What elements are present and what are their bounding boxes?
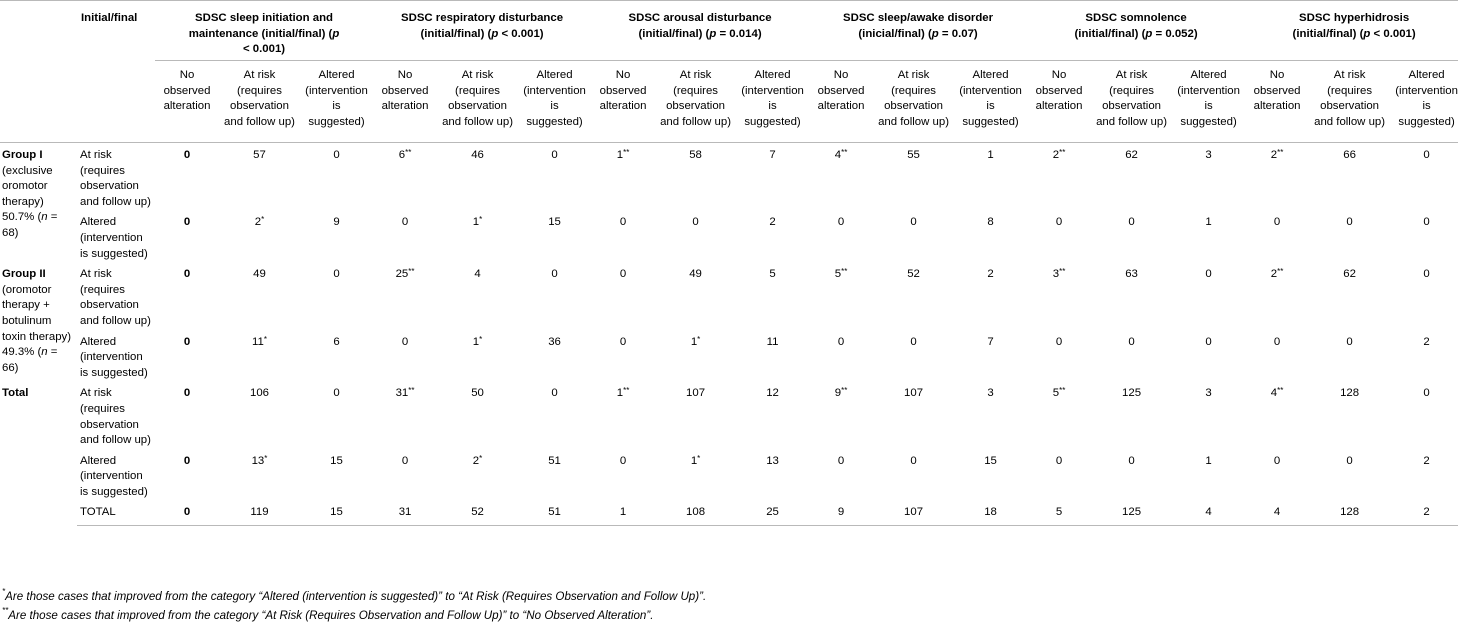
data-cell: 107: [686, 387, 706, 400]
data-cell: 0: [1273, 454, 1281, 467]
at-risk-header: At risk (requires observation and follow up): [1309, 61, 1390, 143]
data-cell: 3**: [1052, 267, 1066, 281]
data-cell: 6: [333, 335, 340, 348]
table-row: [0, 143, 1458, 211]
data-cell: 0: [1055, 216, 1063, 229]
respiratory-header: SDSC respiratory disturbance (initial/final) (p < 0.001): [373, 1, 591, 61]
data-cell: 0: [619, 268, 627, 281]
data-cell: 0: [183, 335, 191, 348]
data-cell: 0: [692, 216, 699, 229]
data-cell: 0: [1423, 216, 1430, 229]
data-cell: 5**: [834, 267, 848, 281]
somnolence-header: SDSC somnolence (initial/final) (p = 0.052): [1027, 1, 1245, 61]
data-cell: 0: [910, 216, 917, 229]
significance-marker: **: [1277, 267, 1284, 277]
at-risk-header: At risk (requires observation and follow up): [1091, 61, 1172, 143]
data-cell: 0: [619, 335, 627, 348]
data-cell: 4: [474, 268, 481, 281]
group-1-label: Group I (exclusive oromotor therapy) 50.7% (n = 68): [2, 149, 58, 239]
data-cell: 4: [1245, 500, 1309, 525]
data-cell: 0: [1273, 216, 1281, 229]
table-row: [0, 449, 1458, 501]
hyperhidrosis-header: SDSC hyperhidrosis (initial/final) (p < 0.001): [1245, 1, 1458, 61]
data-cell: 3: [987, 387, 994, 400]
significance-marker: **: [841, 386, 848, 396]
data-cell: 0: [837, 216, 845, 229]
arousal-header: SDSC arousal disturbance (initial/final) (p = 0.014): [591, 1, 809, 61]
row-label-at-risk: At risk (requires observation and follow up): [80, 387, 151, 447]
data-cell: 5**: [1052, 386, 1066, 400]
data-cell: 2: [1390, 500, 1458, 525]
table-row: [0, 500, 1458, 525]
data-cell: 0: [551, 268, 558, 281]
data-cell: 11: [766, 335, 779, 348]
data-cell: 0: [551, 149, 558, 161]
data-cell: 0: [1055, 335, 1063, 348]
data-cell: 0: [183, 387, 191, 400]
data-cell: 4**: [1270, 386, 1284, 400]
significance-marker: **: [405, 148, 412, 157]
corner-cell: [0, 1, 77, 61]
significance-marker: *: [479, 215, 483, 225]
data-cell: 15: [330, 454, 343, 467]
significance-marker: **: [1277, 148, 1284, 157]
sleep-awake-header: SDSC sleep/awake disorder (inicial/final) (p = 0.07): [809, 1, 1027, 61]
data-cell: 49: [253, 268, 266, 281]
significance-marker: **: [408, 267, 415, 277]
data-cell: 125: [1091, 500, 1172, 525]
data-cell: 11*: [252, 334, 267, 348]
data-cell: 1*: [472, 334, 483, 348]
data-cell: 0: [1423, 149, 1430, 161]
row-label-altered: Altered (intervention is suggested): [80, 454, 148, 498]
significance-marker: **: [623, 386, 630, 396]
data-cell: 119: [219, 500, 300, 525]
data-cell: 0: [837, 335, 845, 348]
data-cell: 1*: [690, 334, 701, 348]
at-risk-header: At risk (requires observation and follow up): [219, 61, 300, 143]
data-cell: 13*: [251, 453, 268, 467]
data-cell: 9: [333, 216, 340, 229]
table-row: [0, 330, 1458, 382]
data-cell: 51: [548, 454, 561, 467]
data-cell: 6**: [398, 148, 412, 161]
no-observed-alteration-header: No observed alteration: [591, 61, 655, 143]
data-cell: 0: [1205, 268, 1212, 281]
significance-marker: **: [1059, 267, 1066, 277]
at-risk-header: At risk (requires observation and follow up): [437, 61, 518, 143]
data-cell: 0: [551, 387, 558, 400]
no-observed-alteration-header: No observed alteration: [1245, 61, 1309, 143]
significance-marker: **: [408, 386, 415, 396]
data-cell: 12: [766, 387, 779, 400]
data-cell: 0: [1423, 268, 1430, 281]
data-cell: 1**: [616, 148, 630, 161]
significance-marker: *: [697, 453, 701, 463]
table-row: [0, 210, 1458, 262]
data-cell: 2: [1423, 335, 1430, 348]
altered-header: Altered (intervention is suggested): [736, 61, 809, 143]
significance-marker: **: [1277, 386, 1284, 396]
data-cell: 0: [1055, 454, 1063, 467]
data-cell: 52: [907, 268, 920, 281]
data-cell: 0: [183, 268, 191, 281]
data-cell: 7: [987, 335, 994, 348]
data-cell: 5: [1027, 500, 1091, 525]
data-cell: 31: [373, 500, 437, 525]
data-cell: 0: [155, 500, 219, 525]
table-row: [0, 262, 1458, 329]
altered-header: Altered (intervention is suggested): [518, 61, 591, 143]
blank-cell: [0, 61, 77, 143]
data-cell: 3: [1205, 149, 1212, 161]
total-group-label: Total: [2, 387, 29, 400]
data-cell: 0: [333, 149, 340, 161]
footnotes: [2, 587, 706, 625]
significance-marker: *: [479, 334, 483, 344]
blank-cell: [77, 61, 155, 143]
data-cell: 0: [1346, 335, 1353, 348]
data-cell: 2**: [1270, 267, 1284, 281]
significance-marker: *: [263, 334, 267, 344]
data-cell: 108: [655, 500, 736, 525]
data-cell: 107: [904, 387, 924, 400]
footnote-1: *Are those cases that improved from the category “Altered (intervention is suggested)” to “At Risk (Requires Observation and Follow Up)”.: [2, 587, 707, 603]
data-cell: 0: [1128, 454, 1135, 467]
data-cell: 46: [471, 149, 484, 161]
data-cell: 50: [471, 387, 484, 400]
data-cell: 0: [183, 216, 191, 229]
data-cell: 0: [401, 216, 409, 229]
data-cell: 1: [1205, 216, 1212, 229]
data-cell: 15: [984, 454, 997, 467]
data-cell: 58: [689, 149, 702, 161]
data-cell: 106: [249, 387, 269, 400]
altered-header: Altered (intervention is suggested): [1390, 61, 1458, 143]
significance-marker: **: [841, 267, 848, 277]
sleep-initiation-header: SDSC sleep initiation and maintenance (initial/final) (p < 0.001): [155, 1, 373, 61]
data-cell: 1*: [472, 215, 483, 229]
significance-marker: *: [479, 453, 483, 463]
footnote-2: **Are those cases that improved from the category “At Risk (Requires Observation and Follow Up)” to “No Observed Alteration”.: [2, 606, 654, 622]
no-observed-alteration-header: No observed alteration: [1027, 61, 1091, 143]
data-cell: 2: [769, 216, 776, 229]
data-cell: 0: [183, 149, 191, 161]
data-cell: 0: [1128, 216, 1135, 229]
significance-marker: *: [264, 453, 268, 463]
altered-header: Altered (intervention is suggested): [1172, 61, 1245, 143]
data-cell: 2: [987, 268, 994, 281]
data-cell: 3: [1205, 387, 1212, 400]
row-label-altered: Altered (intervention is suggested): [80, 216, 148, 260]
data-cell: 25: [736, 500, 809, 525]
data-cell: 0: [333, 387, 340, 400]
data-cell: 8: [987, 216, 994, 229]
data-cell: 62: [1125, 149, 1138, 161]
group-2-label: Group II (oromotor therapy + botulinum toxin therapy) 49.3% (n = 66): [2, 268, 72, 374]
data-cell: 0: [1423, 387, 1430, 400]
row-label-at-risk: At risk (requires observation and follow up): [80, 268, 151, 327]
at-risk-header: At risk (requires observation and follow up): [655, 61, 736, 143]
data-cell: 9**: [834, 386, 848, 400]
significance-marker: **: [1059, 386, 1066, 396]
data-cell: 107: [873, 500, 954, 525]
significance-marker: *: [261, 215, 265, 225]
no-observed-alteration-header: No observed alteration: [373, 61, 437, 143]
data-cell: 66: [1343, 149, 1356, 161]
data-cell: 4: [1172, 500, 1245, 525]
data-cell: 57: [253, 149, 266, 161]
data-cell: 63: [1125, 268, 1138, 281]
data-cell: 0: [1346, 454, 1353, 467]
data-cell: 0: [1128, 335, 1135, 348]
table-row: [0, 381, 1458, 448]
data-cell: 7: [769, 149, 776, 161]
data-cell: 0: [1273, 335, 1281, 348]
data-cell: 0: [837, 454, 845, 467]
data-cell: 15: [300, 500, 373, 525]
data-cell: 0: [401, 335, 409, 348]
data-cell: 0: [401, 454, 409, 467]
data-cell: 0: [619, 454, 627, 467]
significance-marker: **: [623, 148, 630, 157]
initial-final-header: Initial/final: [81, 12, 138, 24]
altered-header: Altered (intervention is suggested): [300, 61, 373, 143]
data-cell: 49: [689, 268, 702, 281]
data-cell: 55: [907, 149, 920, 161]
data-cell: 2*: [472, 453, 483, 467]
data-cell: 1: [987, 149, 994, 161]
data-cell: 2: [1423, 454, 1430, 467]
data-cell: 1**: [616, 386, 630, 400]
data-cell: 0: [183, 454, 191, 467]
data-cell: 5: [769, 268, 776, 281]
data-cell: 1: [591, 500, 655, 525]
row-label-altered: Altered (intervention is suggested): [80, 335, 148, 379]
data-cell: 9: [809, 500, 873, 525]
data-cell: 0: [619, 216, 627, 229]
data-cell: 2**: [1270, 148, 1284, 161]
at-risk-header: At risk (requires observation and follow up): [873, 61, 954, 143]
data-cell: 4**: [834, 148, 848, 161]
data-cell: 2*: [254, 215, 265, 229]
data-cell: 0: [910, 335, 917, 348]
significance-marker: **: [1059, 148, 1066, 157]
data-cell: 0: [1346, 216, 1353, 229]
data-cell: 0: [1205, 335, 1212, 348]
significance-marker: **: [841, 148, 848, 157]
significance-marker: *: [697, 334, 701, 344]
header-row-categories: [0, 61, 1458, 143]
data-cell: 51: [518, 500, 591, 525]
no-observed-alteration-header: No observed alteration: [809, 61, 873, 143]
data-cell: 25**: [395, 267, 415, 281]
data-cell: 13: [766, 454, 779, 467]
data-cell: 128: [1309, 500, 1390, 525]
data-cell: 128: [1340, 387, 1360, 400]
data-cell: 0: [333, 268, 340, 281]
data-cell: 125: [1122, 387, 1142, 400]
data-cell: 36: [548, 335, 561, 348]
row-label-at-risk: At risk (requires observation and follow up): [80, 149, 151, 208]
row-label-total: TOTAL: [77, 500, 155, 525]
header-row-groups: [0, 1, 1458, 61]
data-cell: 2**: [1052, 148, 1066, 161]
data-cell: 52: [437, 500, 518, 525]
data-cell: 62: [1343, 268, 1356, 281]
data-cell: 18: [954, 500, 1027, 525]
data-cell: 31**: [395, 386, 415, 400]
altered-header: Altered (intervention is suggested): [954, 61, 1027, 143]
no-observed-alteration-header: No observed alteration: [155, 61, 219, 143]
data-cell: 0: [910, 454, 917, 467]
data-cell: 1: [1205, 454, 1212, 467]
data-cell: 1*: [690, 453, 701, 467]
data-cell: 15: [548, 216, 561, 229]
